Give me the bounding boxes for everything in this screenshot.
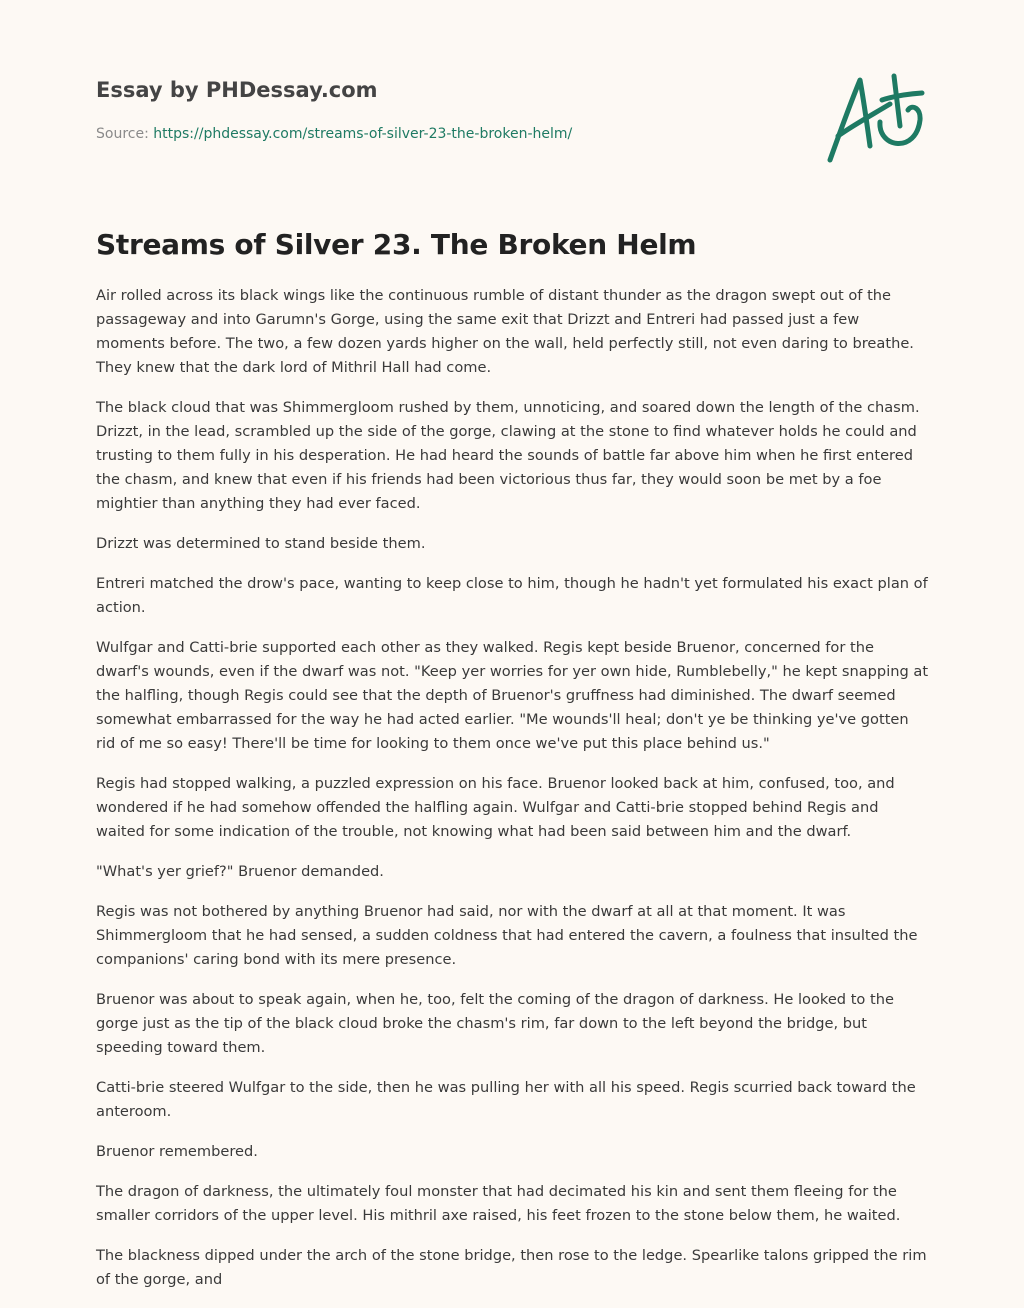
essay-paragraph: "What's yer grief?" Bruenor demanded. [96, 863, 384, 880]
essay-paragraph: Bruenor was about to speak again, when he, too, felt the coming of the dragon of darkness. He looked to the gorge just as the tip of the black cloud broke the chasm's rim, far down to the left beyond the bridge, but speeding toward them. [96, 991, 894, 1056]
source-link[interactable]: https://phdessay.com/streams-of-silver-23-the-broken-helm/ [153, 126, 573, 142]
essay-paragraph: Entreri matched the drow's pace, wanting to keep close to him, though he hadn't yet formulated his exact plan of action. [96, 575, 928, 616]
essay-paragraph: Regis had stopped walking, a puzzled expression on his face. Bruenor looked back at him, confused, too, and wondered if he had somehow offended the halfling again. Wulfgar and Catti-brie stopped behind Regis and waited for some indication of the trouble, not knowing what had been said between him and the dwarf. [96, 775, 895, 840]
header [96, 76, 796, 144]
source-label: Source: [96, 126, 149, 142]
essay-title: Streams of Silver 23. The Broken Helm [96, 228, 697, 261]
essay-paragraph: Bruenor remembered. [96, 1143, 258, 1160]
essay-paragraph: Drizzt was determined to stand beside them. [96, 535, 426, 552]
essay-paragraph: The dragon of darkness, the ultimately foul monster that had decimated his kin and sent them fleeing for the smaller corridors of the upper level. His mithril axe raised, his feet frozen to the stone below them, he waited. [96, 1183, 901, 1224]
essay-paragraph: The black cloud that was Shimmergloom rushed by them, unnoticing, and soared down the length of the chasm. Drizzt, in the lead, scrambled up the side of the gorge, clawing at the stone to find whatever holds he could and trusting to them fully in his desperation. He had heard the sounds of battle far above him when he first entered the chasm, and knew that even if his friends had been victorious thus far, they would soon be met by a foe mightier than anything they had ever faced. [96, 399, 920, 512]
site-brand: Essay by PHDessay.com [96, 78, 378, 102]
a-plus-logo-icon [820, 66, 930, 166]
essay-paragraph: Regis was not bothered by anything Bruenor had said, nor with the dwarf at all at that moment. It was Shimmergloom that he had sensed, a sudden coldness that had entered the cavern, a foulness that insulted the companions' caring bond with its mere presence. [96, 903, 918, 968]
source-line [96, 124, 796, 144]
essay-paragraph: Wulfgar and Catti-brie supported each other as they walked. Regis kept beside Bruenor, concerned for the dwarf's wounds, even if the dwarf was not. "Keep yer worries for yer own hide, Rumblebelly," he kept snapping at the halfling, though Regis could see that the depth of Bruenor's gruffness had diminished. The dwarf seemed somewhat embarrassed for the way he had acted earlier. "Me wounds'll heal; don't ye be thinking ye've gotten rid of me so easy! There'll be time for looking to them once we've put this place behind us." [96, 639, 929, 752]
essay-paragraph: Air rolled across its black wings like the continuous rumble of distant thunder as the dragon swept out of the passageway and into Garumn's Gorge, using the same exit that Drizzt and Entreri had passed just a few moments before. The two, a few dozen yards higher on the wall, held perfectly still, not even daring to breathe. They knew that the dark lord of Mithril Hall had come. [96, 287, 914, 376]
essay-paragraph: Catti-brie steered Wulfgar to the side, then he was pulling her with all his speed. Regis scurried back toward the anteroom. [96, 1079, 916, 1120]
essay-paragraph: The blackness dipped under the arch of the stone bridge, then rose to the ledge. Spearlike talons gripped the rim of the gorge, and [96, 1247, 927, 1288]
essay-body [96, 284, 930, 1308]
